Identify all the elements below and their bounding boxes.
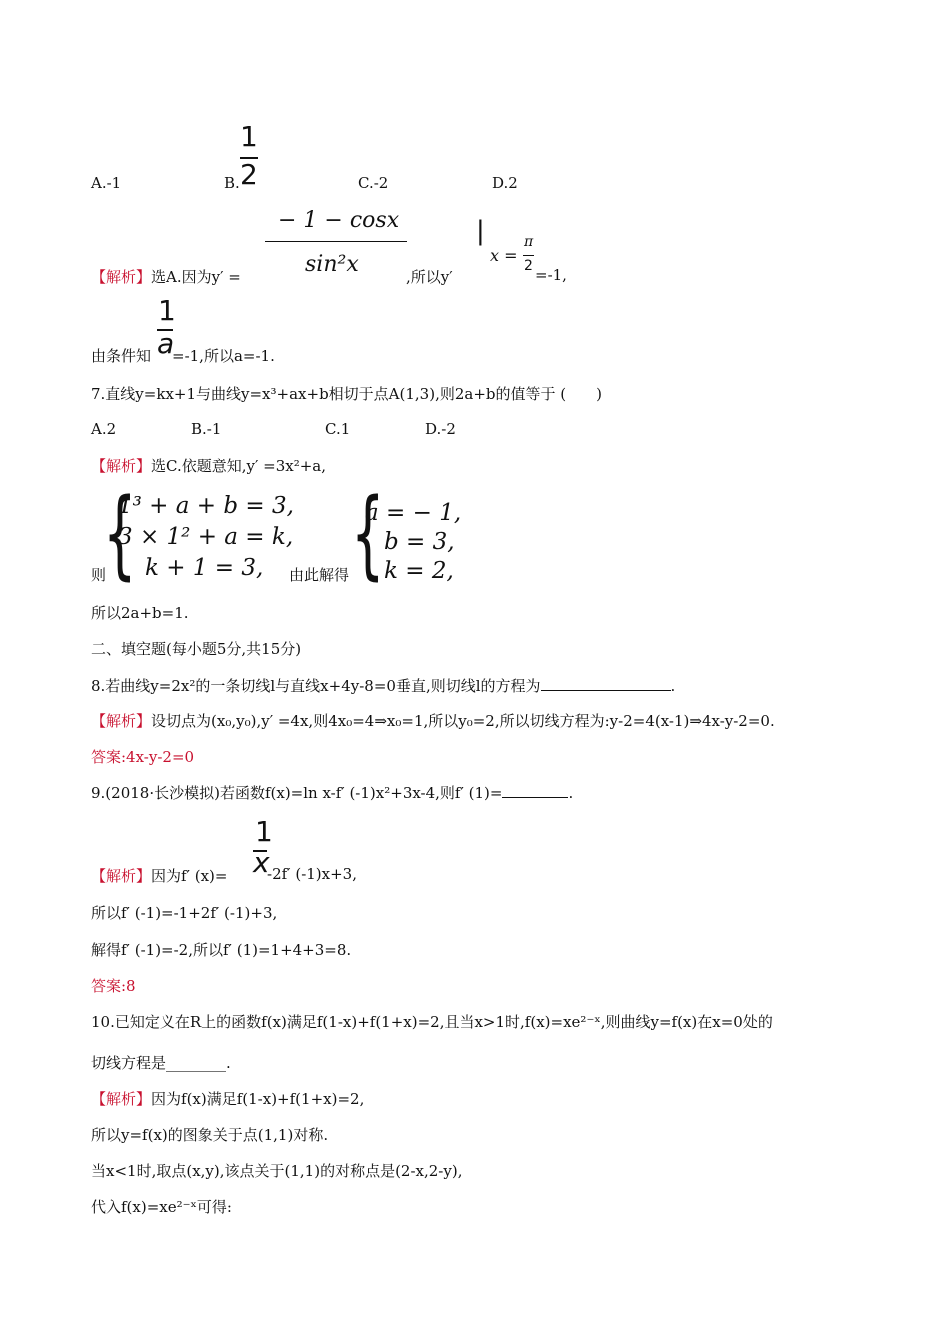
q7-stem: 7.直线y=kx+1与曲线y=x³+ax+b相切于点A(1,3),则2a+b的值等于 ( ) [91, 385, 602, 403]
q7-youci: 由此解得 [289, 566, 350, 584]
q10-stem-line1: 10.已知定义在R上的函数f(x)满足f(1-x)+f(1+x)=2,且当x>1时,f(x)=xe²⁻ˣ,则曲线y=f(x)在x=0处的 [91, 1013, 773, 1031]
q9-solution-line3: 解得f′ (-1)=-2,所以f′ (1)=1+4+3=8. [91, 941, 352, 959]
q7-ze: 则 [91, 566, 107, 584]
q6-option-b [224, 174, 240, 192]
answer-blank [541, 676, 671, 691]
q6-eval-x: x = [490, 246, 518, 265]
q9-solution-text1b: -2f′ (-1)x+3, [267, 865, 357, 883]
q10-solution-line3: 当x<1时,取点(x,y),该点关于(1,1)的对称点是(2-x,2-y), [91, 1162, 463, 1180]
analysis-tag: 【解析】 [91, 457, 152, 475]
analysis-tag: 【解析】 [91, 867, 152, 885]
q6-eval-tail: =-1, [535, 266, 567, 284]
q9-stem: 9.(2018·长沙模拟)若函数f(x)=ln x-f′ (-1)x²+3x-4,则f′ (1)= . [91, 784, 574, 802]
q8-solution-text: 设切点为(x₀,y₀),y′ =4x,则4x₀=4⇒x₀=1,所以y₀=2,所以切线方程为:y-2=4(x-1)⇒4x-y-2=0. [151, 712, 775, 730]
q6-derivative-denominator: sin²x [305, 252, 359, 277]
q10-solution-line2: 所以y=f(x)的图象关于点(1,1)对称. [91, 1126, 329, 1144]
q9-solution-line1 [91, 865, 227, 886]
q6-option-b-numerator: 1 [240, 120, 258, 153]
q8-stem-text: 8.若曲线y=2x²的一条切线l与直线x+4y-8=0垂直,则切线l的方程为 [91, 677, 541, 695]
left-brace-icon: { [351, 478, 385, 590]
q8-stem: 8.若曲线y=2x²的一条切线l与直线x+4y-8=0垂直,则切线l的方程为 . [91, 677, 676, 695]
q6-solution-line1 [91, 266, 241, 287]
q10-solution-line4: 代入f(x)=xe²⁻ˣ可得: [91, 1198, 232, 1216]
analysis-tag: 【解析】 [91, 1090, 152, 1108]
q8-answer: 答案:4x-y-2=0 [91, 748, 195, 766]
q7-system1-row: 1³ + a + b = 3, [118, 493, 294, 519]
q7-system2-row: a = − 1, [365, 500, 462, 526]
q7-system2-row: k = 2, [384, 558, 454, 584]
q6-condition-tail: =-1,所以a=-1. [172, 347, 275, 365]
analysis-tag: 【解析】 [91, 712, 152, 730]
q6-derivative-numerator: − 1 − cosx [278, 208, 400, 233]
q7-system1-row: 3 × 1² + a = k, [118, 524, 294, 550]
q7-solution-text: 选C.依题意知,y′ =3x²+a, [151, 457, 327, 475]
q7-option-b: B.-1 [191, 420, 222, 438]
q6-option-c: C.-2 [358, 174, 389, 192]
q9-fraction-denominator: x [253, 846, 270, 879]
q6-option-a: A.-1 [91, 174, 122, 192]
q6-eval-denominator: 2 [524, 258, 533, 274]
q7-system2 [365, 499, 461, 586]
q6-option-d: D.2 [492, 174, 518, 192]
section-heading: 二、填空题(每小题5分,共15分) [91, 640, 302, 658]
q6-solution-text1: 选A.因为y′ = [151, 268, 241, 286]
q6-solution-text2: ,所以y′ [406, 268, 453, 286]
q7-system1-row: k + 1 = 3, [145, 555, 264, 581]
q7-system2-row: b = 3, [384, 529, 455, 555]
q9-solution-text1a: 因为f′ (x)= [151, 867, 228, 885]
q9-answer: 答案:8 [91, 977, 136, 995]
q7-system1 [118, 491, 294, 584]
q7-option-a: A.2 [91, 420, 117, 438]
q6-condition-numerator: 1 [158, 294, 176, 327]
left-brace-icon: { [103, 478, 137, 590]
q6-eval-fraction-bar [523, 255, 534, 256]
q6-eval-numerator: π [524, 234, 534, 250]
q8-solution [91, 710, 775, 731]
q7-option-c: C.1 [325, 420, 351, 438]
q9-solution-line2: 所以f′ (-1)=-1+2f′ (-1)+3, [91, 904, 278, 922]
q9-stem-text: 9.(2018·长沙模拟)若函数f(x)=ln x-f′ (-1)x²+3x-4,则f′ (1)= [91, 784, 503, 802]
q6-option-b-prefix: B. [224, 174, 240, 192]
q6-eval-bar: | [476, 216, 485, 246]
q10-solution-text1: 因为f(x)满足f(1-x)+f(1+x)=2, [151, 1090, 365, 1108]
q7-option-d: D.-2 [425, 420, 456, 438]
q10-solution-line1 [91, 1088, 364, 1109]
q7-solution-line1 [91, 455, 326, 476]
q7-conclusion: 所以2a+b=1. [91, 604, 189, 622]
analysis-tag: 【解析】 [91, 268, 152, 286]
q6-condition-denominator: a [157, 327, 175, 360]
q10-stem-line2: 切线方程是________. [91, 1054, 231, 1072]
q6-derivative-fraction-bar [265, 241, 407, 242]
answer-blank [502, 783, 568, 798]
q9-fraction-numerator: 1 [255, 815, 273, 848]
q6-option-b-denominator: 2 [240, 158, 258, 191]
q6-condition-prefix: 由条件知 [91, 347, 152, 365]
